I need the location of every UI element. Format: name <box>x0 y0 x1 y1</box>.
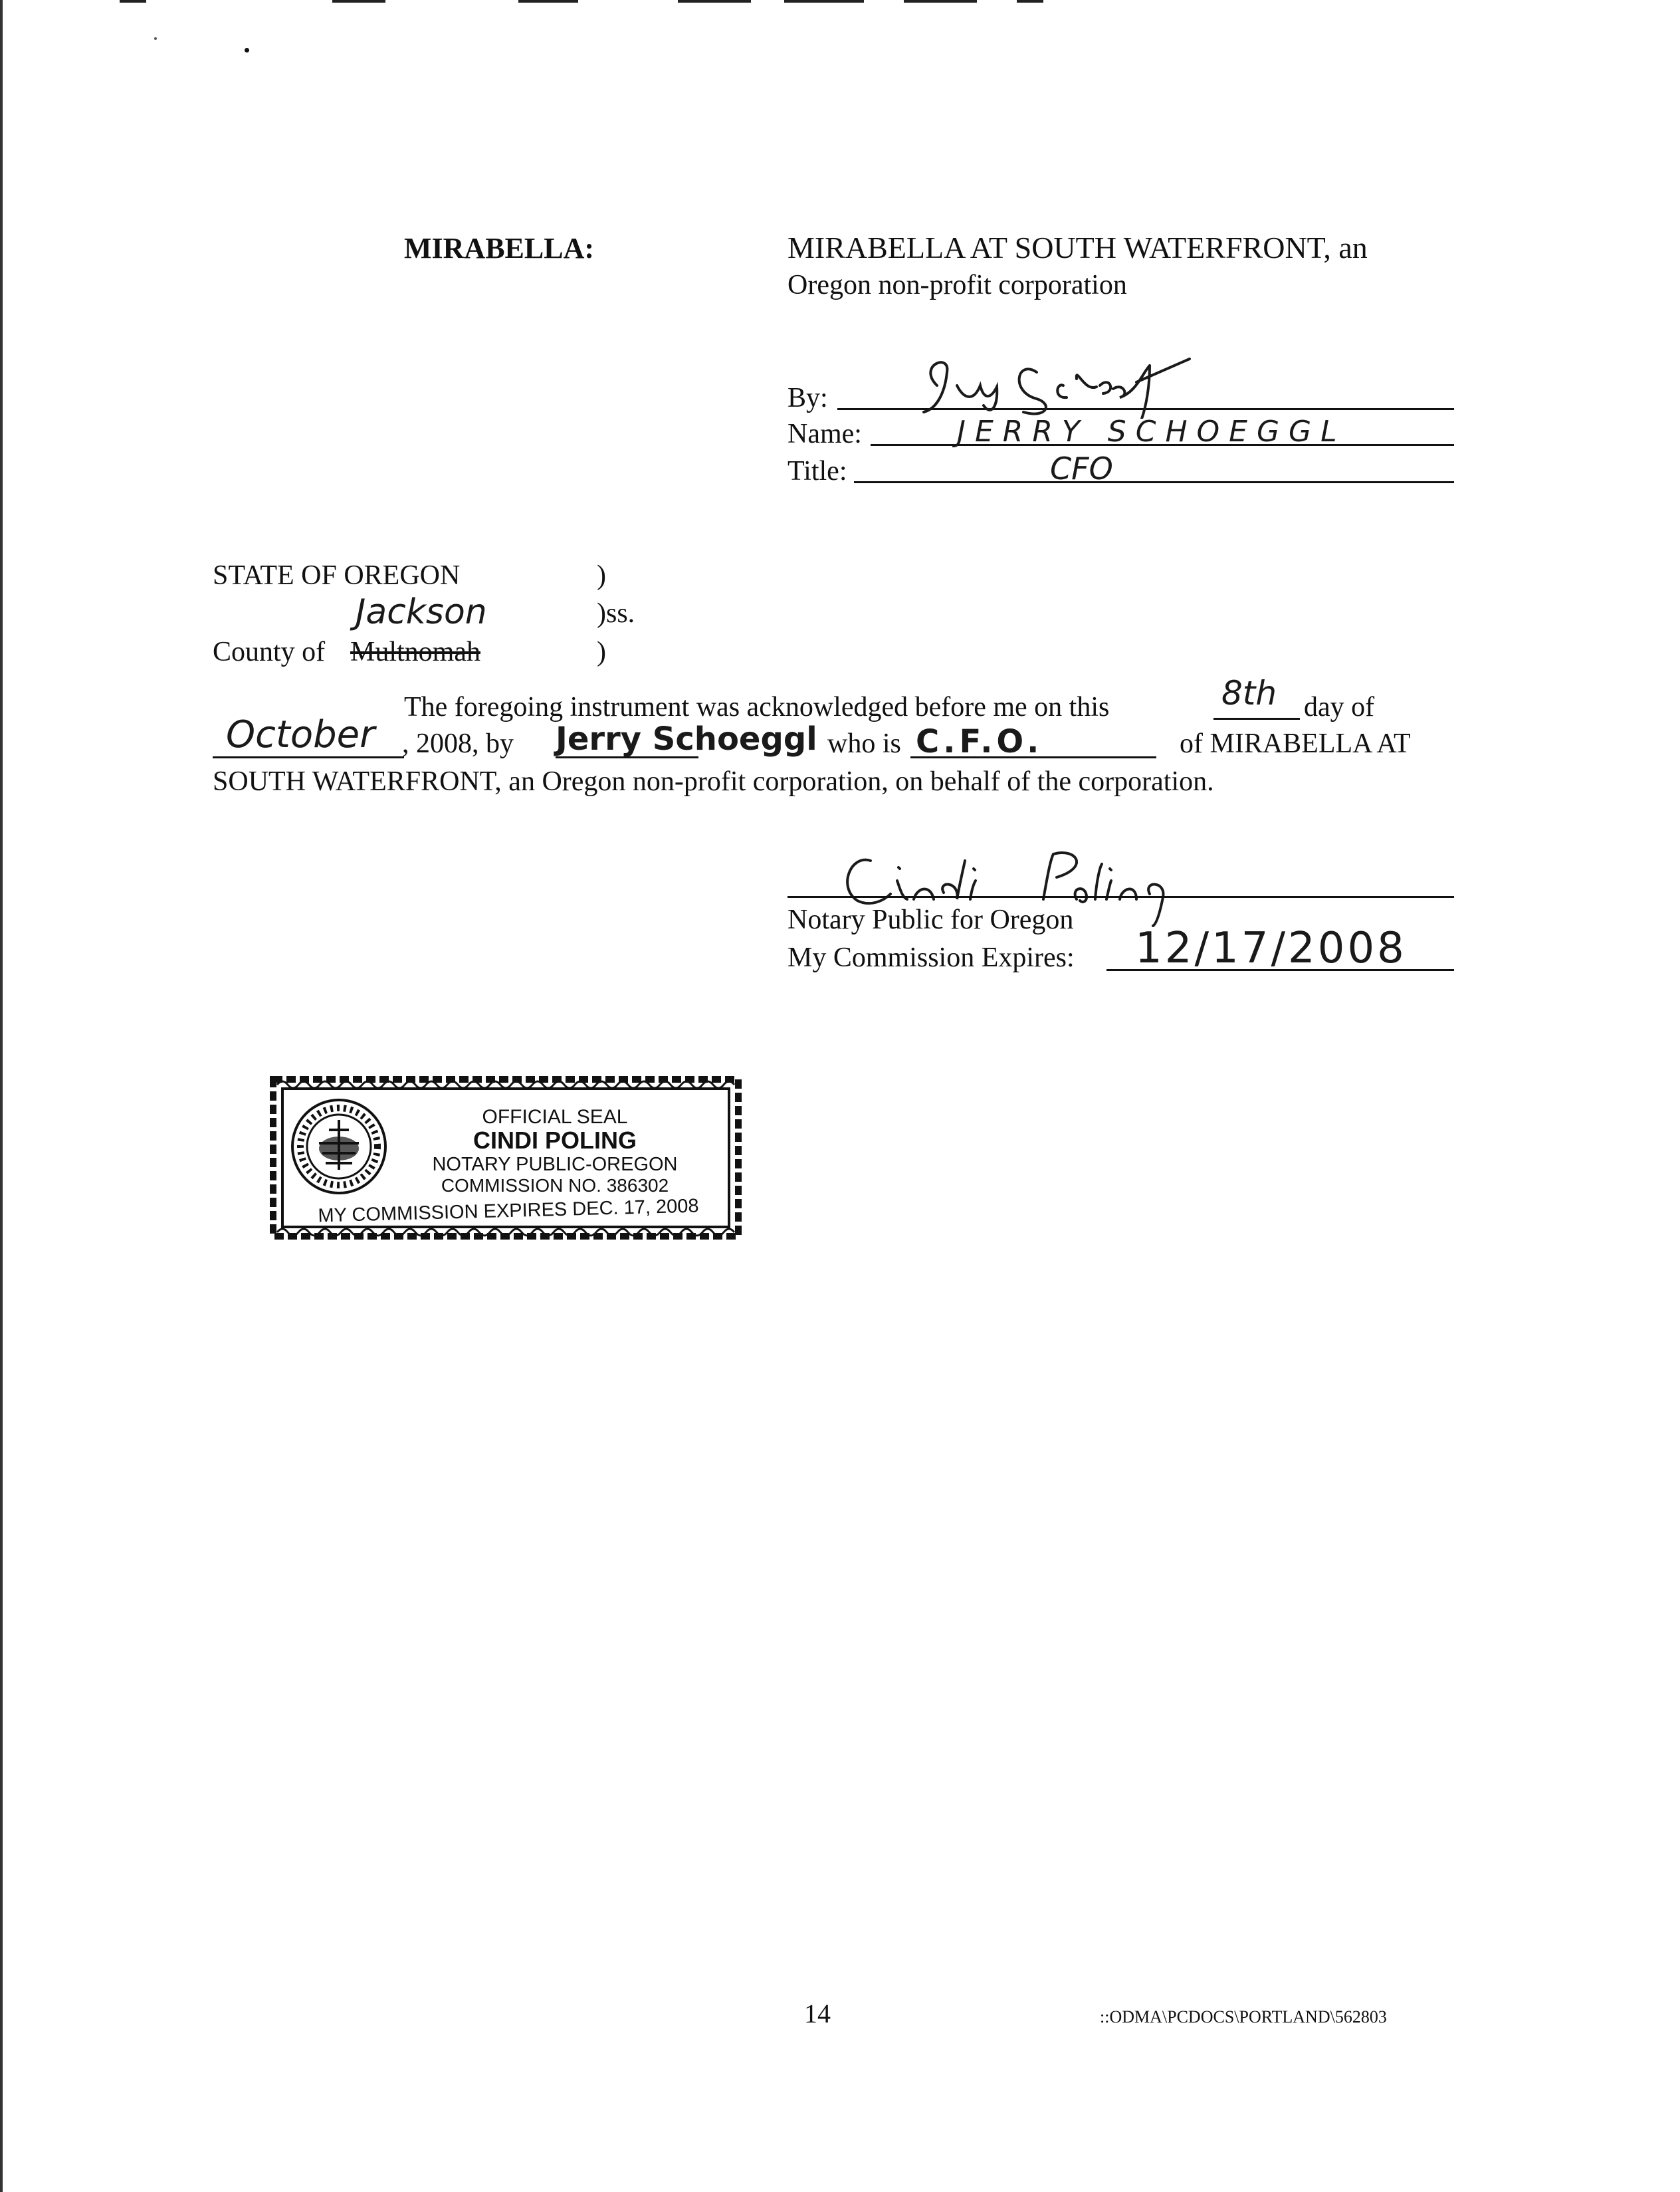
scan-left-border <box>0 0 3 2192</box>
venue-paren-1: ) <box>597 560 606 591</box>
county-handwritten: Jackson <box>356 592 487 632</box>
ack-month-handwritten: October <box>226 713 375 756</box>
scan-edge-fragment <box>518 0 578 3</box>
commission-expires-label: My Commission Expires: <box>788 942 1075 973</box>
scan-speck <box>154 37 157 40</box>
seal-line-commission-no: COMMISSION NO. 386302 <box>441 1175 669 1196</box>
seal-line-notary-public: NOTARY PUBLIC-OREGON <box>432 1154 678 1175</box>
oregon-state-seal-emblem <box>289 1097 389 1196</box>
seal-line-official: OFFICIAL SEAL <box>482 1106 628 1128</box>
venue-ss: )ss. <box>597 598 635 629</box>
scan-edge-fragment <box>120 0 146 3</box>
venue-paren-3: ) <box>597 637 606 667</box>
title-line <box>854 481 1454 483</box>
county-struck: Multnomah <box>350 637 480 667</box>
ack-line3: SOUTH WATERFRONT, an Oregon non-profit corporation, on behalf of the corporation. <box>213 766 1214 797</box>
entity-name-line2: Oregon non-profit corporation <box>788 270 1127 300</box>
entity-name-line1: MIRABELLA AT SOUTH WATERFRONT, an <box>788 231 1368 265</box>
party-label: MIRABELLA: <box>404 232 595 265</box>
name-label: Name: <box>788 419 862 449</box>
ack-day-line <box>1213 718 1300 720</box>
seal-line-notary-name: CINDI POLING <box>472 1127 637 1154</box>
commission-expires-handwritten: 12/17/2008 <box>1135 924 1407 973</box>
signer-name-handwritten: JERRY SCHOEGGL <box>957 415 1346 449</box>
ack-line1-end: day of <box>1304 692 1375 722</box>
ack-line2-year: , 2008, by <box>402 728 514 759</box>
notary-signature-line <box>788 896 1454 898</box>
page-number: 14 <box>804 1999 831 2028</box>
seal-line-expires: MY COMMISSION EXPIRES DEC. 17, 2008 <box>318 1195 699 1227</box>
official-seal-stamp <box>269 1075 742 1240</box>
scan-edge-fragment <box>678 0 751 3</box>
county-prefix: County of <box>213 637 326 667</box>
by-label: By: <box>788 383 828 413</box>
title-label: Title: <box>788 456 847 487</box>
ack-line2-end: of MIRABELLA AT <box>1180 728 1411 759</box>
document-path: ::ODMA\PCDOCS\PORTLAND\562803 <box>1100 2007 1387 2027</box>
ack-signer-handwritten: Jerry Schoeggl <box>556 720 817 758</box>
ack-line1-text: The foregoing instrument was acknowledged before me on this <box>404 692 1110 722</box>
venue-state: STATE OF OREGON <box>213 560 461 591</box>
scan-edge-fragment <box>1017 0 1043 3</box>
ack-day-handwritten: 8th <box>1221 674 1277 712</box>
notary-label: Notary Public for Oregon <box>788 905 1074 935</box>
scan-edge-fragment <box>332 0 385 3</box>
ack-month-line <box>213 756 404 758</box>
ack-line2-whois: who is <box>827 728 901 759</box>
signer-signature <box>910 346 1283 419</box>
scan-edge-fragment <box>784 0 864 3</box>
scan-speck <box>245 48 249 53</box>
ack-position-handwritten: C.F.O. <box>916 723 1043 760</box>
signer-title-handwritten: CFO <box>1050 451 1113 487</box>
scan-edge-fragment <box>904 0 977 3</box>
